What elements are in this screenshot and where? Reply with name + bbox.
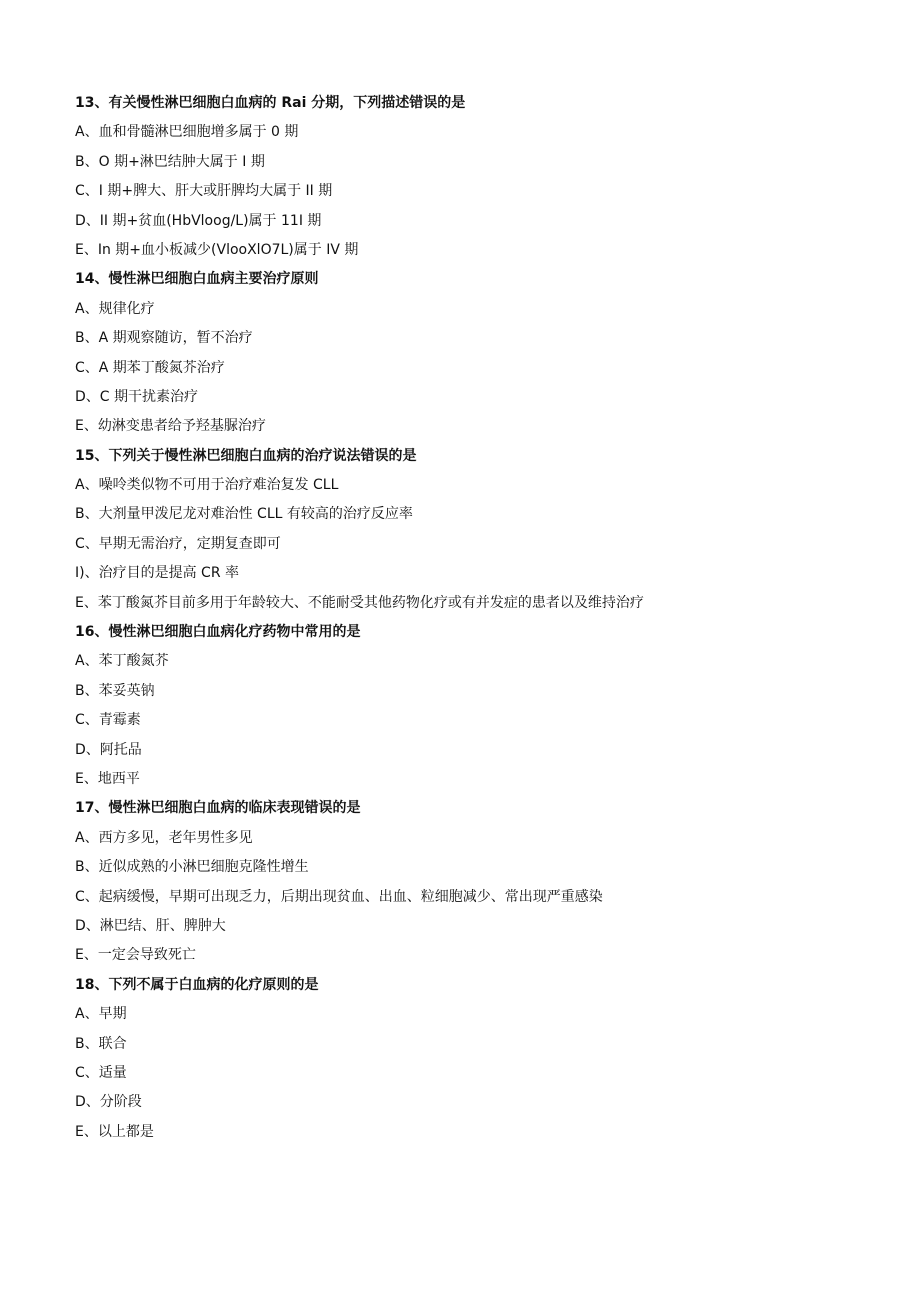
option-a: A、规律化疗	[75, 300, 155, 317]
question-title: 15、下列关于慢性淋巴细胞白血病的治疗说法错误的是	[75, 447, 417, 464]
option-d: D、淋巴结、肝、脾肿大	[75, 917, 226, 934]
option-b: B、联合	[75, 1035, 127, 1052]
option-a: A、苯丁酸氮芥	[75, 653, 169, 670]
option-e: E、一定会导致死亡	[75, 947, 196, 964]
option-c: C、I 期+脾大、肝大或肝脾均大属于 II 期	[75, 183, 333, 200]
option-a: A、血和骨髓淋巴细胞增多属于 0 期	[75, 124, 299, 141]
option-a: A、西方多见，老年男性多见	[75, 829, 253, 846]
question-title: 14、慢性淋巴细胞白血病主要治疗原则	[75, 271, 319, 288]
option-c: C、青霉素	[75, 712, 141, 729]
question-15	[75, 442, 895, 618]
question-title: 17、慢性淋巴细胞白血病的临床表现错误的是	[75, 800, 361, 817]
option-a: A、噪呤类似物不可用于治疗难治复发 CLL	[75, 477, 339, 494]
question-title: 16、慢性淋巴细胞白血病化疗药物中常用的是	[75, 624, 361, 641]
option-c: C、起病缓慢，早期可出现乏力，后期出现贫血、出血、粒细胞减少、常出现严重感染	[75, 888, 603, 905]
option-d: D、II 期+贫血(HbVloog/L)属于 11I 期	[75, 212, 322, 229]
option-b: B、A 期观察随访，暂不治疗	[75, 330, 253, 347]
question-title: 13、有关慢性淋巴细胞白血病的 Rai 分期，下列描述错误的是	[75, 95, 466, 111]
question-16	[75, 618, 895, 794]
option-e: E、苯丁酸氮芥目前多用于年龄较大、不能耐受其他药物化疗或有并发症的患者以及维持治疗	[75, 594, 644, 611]
option-e: E、In 期+血小板减少(VlooXlO7L)属于 IV 期	[75, 241, 359, 258]
option-e: E、地西平	[75, 770, 140, 787]
question-13	[75, 89, 895, 265]
option-a: A、早期	[75, 1006, 127, 1023]
option-d: D、阿托品	[75, 741, 142, 758]
option-e: E、幼淋变患者给予羟基脲治疗	[75, 418, 266, 435]
question-18	[75, 971, 895, 1147]
option-b: B、苯妥英钠	[75, 682, 155, 699]
option-b: B、近似成熟的小淋巴细胞克隆性增生	[75, 859, 309, 876]
question-17	[75, 794, 895, 970]
question-14	[75, 265, 895, 441]
option-d: I)、治疗目的是提高 CR 率	[75, 565, 239, 582]
option-d: D、C 期干扰素治疗	[75, 388, 199, 405]
option-e: E、以上都是	[75, 1123, 154, 1140]
option-c: C、早期无需治疗，定期复查即可	[75, 535, 281, 552]
question-list	[75, 89, 895, 1147]
option-c: C、A 期苯丁酸氮芥治疗	[75, 359, 225, 376]
option-c: C、适量	[75, 1064, 127, 1081]
option-b: B、O 期+淋巴结肿大属于 I 期	[75, 153, 265, 170]
question-title: 18、下列不属于白血病的化疗原则的是	[75, 976, 319, 993]
option-b: B、大剂量甲泼尼龙对难治性 CLL 有较高的治疗反应率	[75, 506, 413, 523]
option-d: D、分阶段	[75, 1094, 142, 1111]
